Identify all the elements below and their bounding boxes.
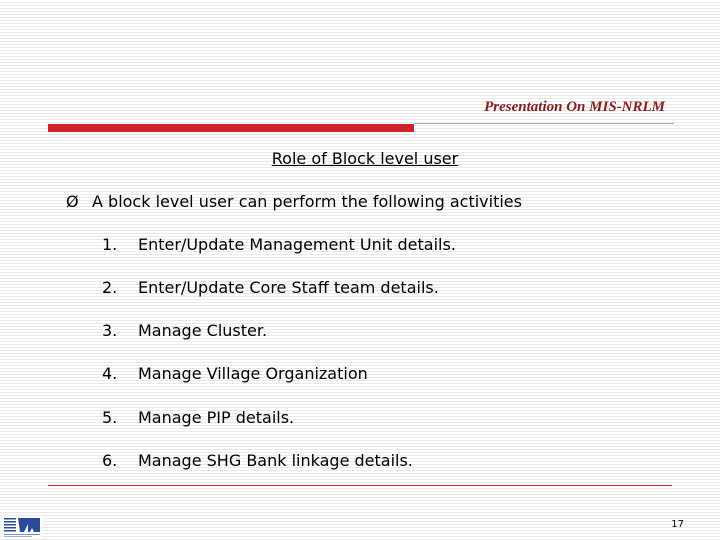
list-item-text: Enter/Update Core Staff team details.: [138, 278, 439, 297]
list-item: [102, 278, 439, 297]
page-number: 17: [671, 519, 684, 530]
list-item: [102, 451, 413, 470]
list-item-number: 1.: [102, 235, 118, 254]
header-accent-bar: [48, 124, 414, 132]
list-item-number: 6.: [102, 451, 118, 470]
list-item-text: Manage Cluster.: [138, 321, 268, 340]
list-item-text: Manage Village Organization: [138, 364, 368, 383]
presentation-title: Presentation On MIS-NRLM: [484, 99, 665, 115]
arrow-bullet-icon: Ø: [66, 192, 79, 211]
bullet-point: [66, 192, 522, 211]
bullet-text: A block level user can perform the following activities: [92, 192, 522, 211]
list-item-text: Manage PIP details.: [138, 408, 295, 427]
slide-heading: Role of Block level user: [271, 149, 459, 168]
list-item-number: 4.: [102, 364, 118, 383]
list-item: [102, 364, 368, 383]
list-item-text: Enter/Update Management Unit details.: [138, 235, 456, 254]
list-item-text: Manage SHG Bank linkage details.: [138, 451, 413, 470]
list-item-number: 5.: [102, 408, 118, 427]
list-item-number: 2.: [102, 278, 118, 297]
list-item: [102, 235, 456, 254]
list-item: [102, 408, 294, 427]
header-divider: [414, 123, 674, 124]
list-item: [102, 321, 267, 340]
list-item-number: 3.: [102, 321, 118, 340]
organization-logo-icon: [2, 516, 42, 538]
footer-divider: [48, 485, 672, 486]
